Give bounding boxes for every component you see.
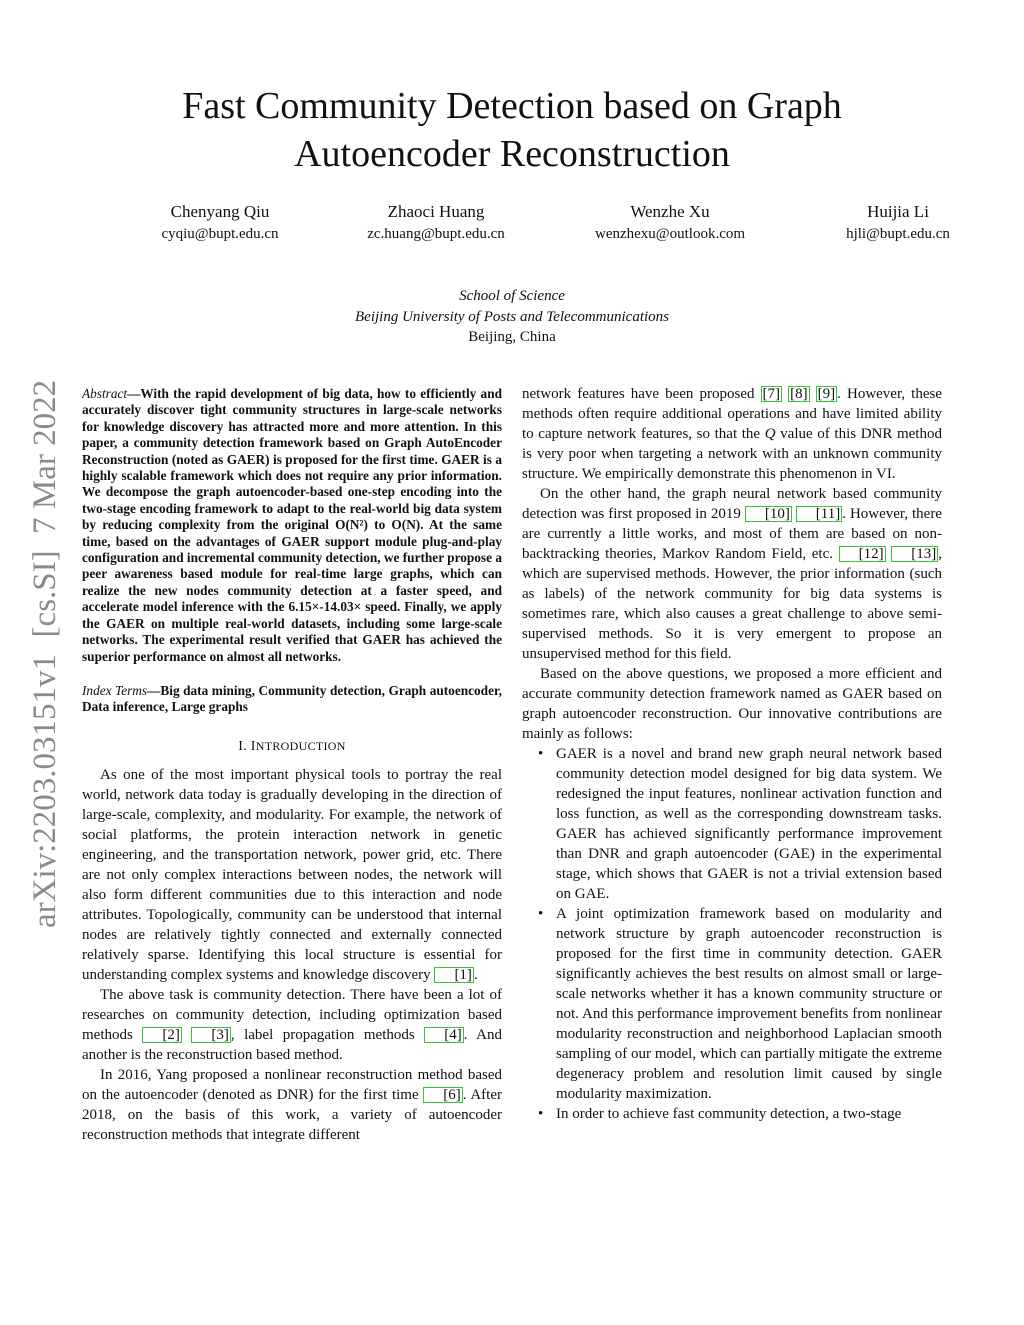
section-heading [82,736,502,757]
citation-link[interactable]: [7] [762,386,781,402]
list-item [522,904,942,1104]
citation-link[interactable]: [3] [191,1027,231,1043]
affiliation-school: School of Science [459,288,565,304]
list-item [522,1104,942,1124]
list-item-text: A joint optimization framework based on modularity and network structure by graph autoencoder reconstruction is proposed for the first time in community detection. GAER significantly achieves the best results on almost small or large-scale networks whether it has a known community structure or not. And this performance improvement benefits from nonlinear modularity reconstruction and neighborhood Laplacian smooth sampling of our model, which can partially mitigate the extreme degeneracy problem and resolution limit caused by single modularity maximization. [556,906,942,1102]
paragraph-text: , label propagation methods [230,1026,425,1043]
author-name: Wenzhe Xu [630,202,710,221]
paragraph-text: In 2016, Yang proposed a nonlinear reconstruction method based on the autoencoder (denoted as DNR) for the first time [82,1066,502,1103]
list-item-text: GAER is a novel and brand new graph neural network based community detection model designed for big data system. We redesigned the input features, nonlinear activation function and loss function, as well as the corresponding downstream tasks. GAER has achieved significantly performance improvement than DNR and graph autoencoder (GAE) in the experimental stage, which shows that GAER is not a trivial extension based on GAE. [556,746,942,902]
index-terms-lead: Index Terms [82,682,148,698]
paragraph-text: As one of the most important physical tools to portray the real world, network data today is gradually developing in the direction of large-scale, complexity, and modularity. For example, the network of social platforms, the protein interaction network in genetic engineering, and the transportation network, power grid, etc. There are not only complex interactions between nodes, the network will also form different communities due to this interaction and node attributes. Topologically, community can be understood that internal nodes are relatively tightly connected and externally connected relatively sparse. Identifying this local structure is essential for understanding complex systems and knowledge discovery [82,766,502,983]
citation-link[interactable]: [13] [891,546,938,562]
paragraph-text: . However, these methods often require additional operations and have limited ability to capture network features, so that the [522,386,942,442]
bullet-icon: • [538,906,544,922]
affiliation [262,286,762,348]
author-block [550,200,790,244]
paragraph-text: value of this DNR method is very poor when targeting a network with an unknown community structure. We empirically demonstrate this phenomenon in VI. [522,426,942,482]
index-terms [82,683,502,716]
author-name: Zhaoci Huang [387,202,485,221]
citation-link[interactable]: [10] [745,506,792,522]
citation-link[interactable]: [2] [142,1027,182,1043]
body-paragraph [82,765,502,985]
paragraph-text: . However, there are currently a little works, and most of them are based on non-backtracking theories, Markov Random Field, etc. [522,506,942,562]
author-name: Chenyang Qiu [170,202,270,221]
list-item [522,744,942,904]
right-column [522,384,942,1124]
body-paragraph [82,985,502,1065]
citation-link[interactable]: [6] [423,1087,463,1103]
author-name: Huijia Li [867,202,929,221]
abstract-text: —With the rapid development of big data, how to efficiently and accurately discover tight community structures in large-scale networks for knowledge discovery has attracted more and more attention. In this paper, a community detection framework based on Graph AutoEncoder Reconstruction (noted as GAER) is proposed for the first time. GAER is a highly scalable framework which does not require any prior information. We decompose the graph autoencoder-based one-step encoding into the two-stage encoding framework to adapt to the real-world big data system by reducing complexity from the original O(N²) to O(N). At the same time, based on the advantages of GAER support module plug-and-play configuration and incremental community detection, we further propose a peer awareness based module for real-time large graphs, which can realize the new nodes community detection at a faster speed, and accelerate model inference with the 6.15×-14.03× speed. Finally, we apply the GAER on multiple real-world datasets, including some large-scale networks. The experimental result verified that GAER has achieved the superior performance on almost all networks. [82,386,502,664]
body-paragraph [82,1065,502,1145]
arxiv-stamp: arXiv:2203.03151v1 [cs.SI] 7 Mar 2022 [27,379,63,928]
left-column [82,386,502,1145]
math-symbol: Q [764,426,776,442]
list-item-text: In order to achieve fast community detection, a two-stage [556,1106,902,1122]
paragraph-text: network features have been proposed [522,386,761,402]
citation-link[interactable]: [12] [839,546,886,562]
body-paragraph [522,484,942,664]
paragraph-text: The above task is community detection. There have been a lot of researches on community detection, including optimization based methods [82,986,502,1043]
author-email: hjli@bupt.edu.cn [846,226,950,242]
body-paragraph: Based on the above questions, we proposed a more efficient and accurate community detection framework named as GAER based on graph autoencoder reconstruction. Our innovative contributions are mainly as follows: [522,666,942,742]
author-email: zc.huang@bupt.edu.cn [367,226,505,242]
body-paragraph [522,384,942,484]
citation-link[interactable]: [4] [424,1027,464,1043]
author-block [100,200,340,244]
index-terms-text: —Big data mining, Community detection, Graph autoencoder, Data inference, Large graphs [82,682,502,715]
paragraph-text: On the other hand, the graph neural network based community detection was first proposed in 2019 [522,486,942,522]
abstract-lead: Abstract [82,386,128,401]
author-block [778,200,1018,244]
paper-title: Fast Community Detection based on Graph Autoencoder Reconstruction [182,85,842,175]
author-block [316,200,556,244]
paragraph-text: . After 2018, on the basis of this work, a variety of autoencoder reconstruction methods that integrate different [82,1086,502,1143]
section-numeral: I. I [238,738,256,754]
author-email: cyqiu@bupt.edu.cn [161,226,279,242]
paragraph-text: . And another is the reconstruction based method. [82,1026,502,1063]
citation-link[interactable]: [9] [817,386,836,402]
bullet-icon: • [538,746,544,762]
paragraph-text: , which are supervised methods. However, the prior information (such as labels) of the network community for big data systems is sometimes rare, which also causes a great challenge to above semi-supervised methods. So it is very emergent to propose an unsupervised method for this field. [522,546,942,662]
section-title: NTRODUCTION [255,738,346,753]
bullet-icon: • [538,1106,544,1122]
citation-link[interactable]: [1] [434,967,474,983]
paragraph-text: . [473,966,478,983]
author-email: wenzhexu@outlook.com [594,226,746,242]
contribution-list [522,744,942,1124]
abstract [82,386,502,665]
affiliation-university: Beijing University of Posts and Telecommunications [355,308,669,325]
affiliation-city: Beijing, China [468,329,556,345]
citation-link[interactable]: [11] [796,506,842,522]
citation-link[interactable]: [8] [790,386,808,402]
